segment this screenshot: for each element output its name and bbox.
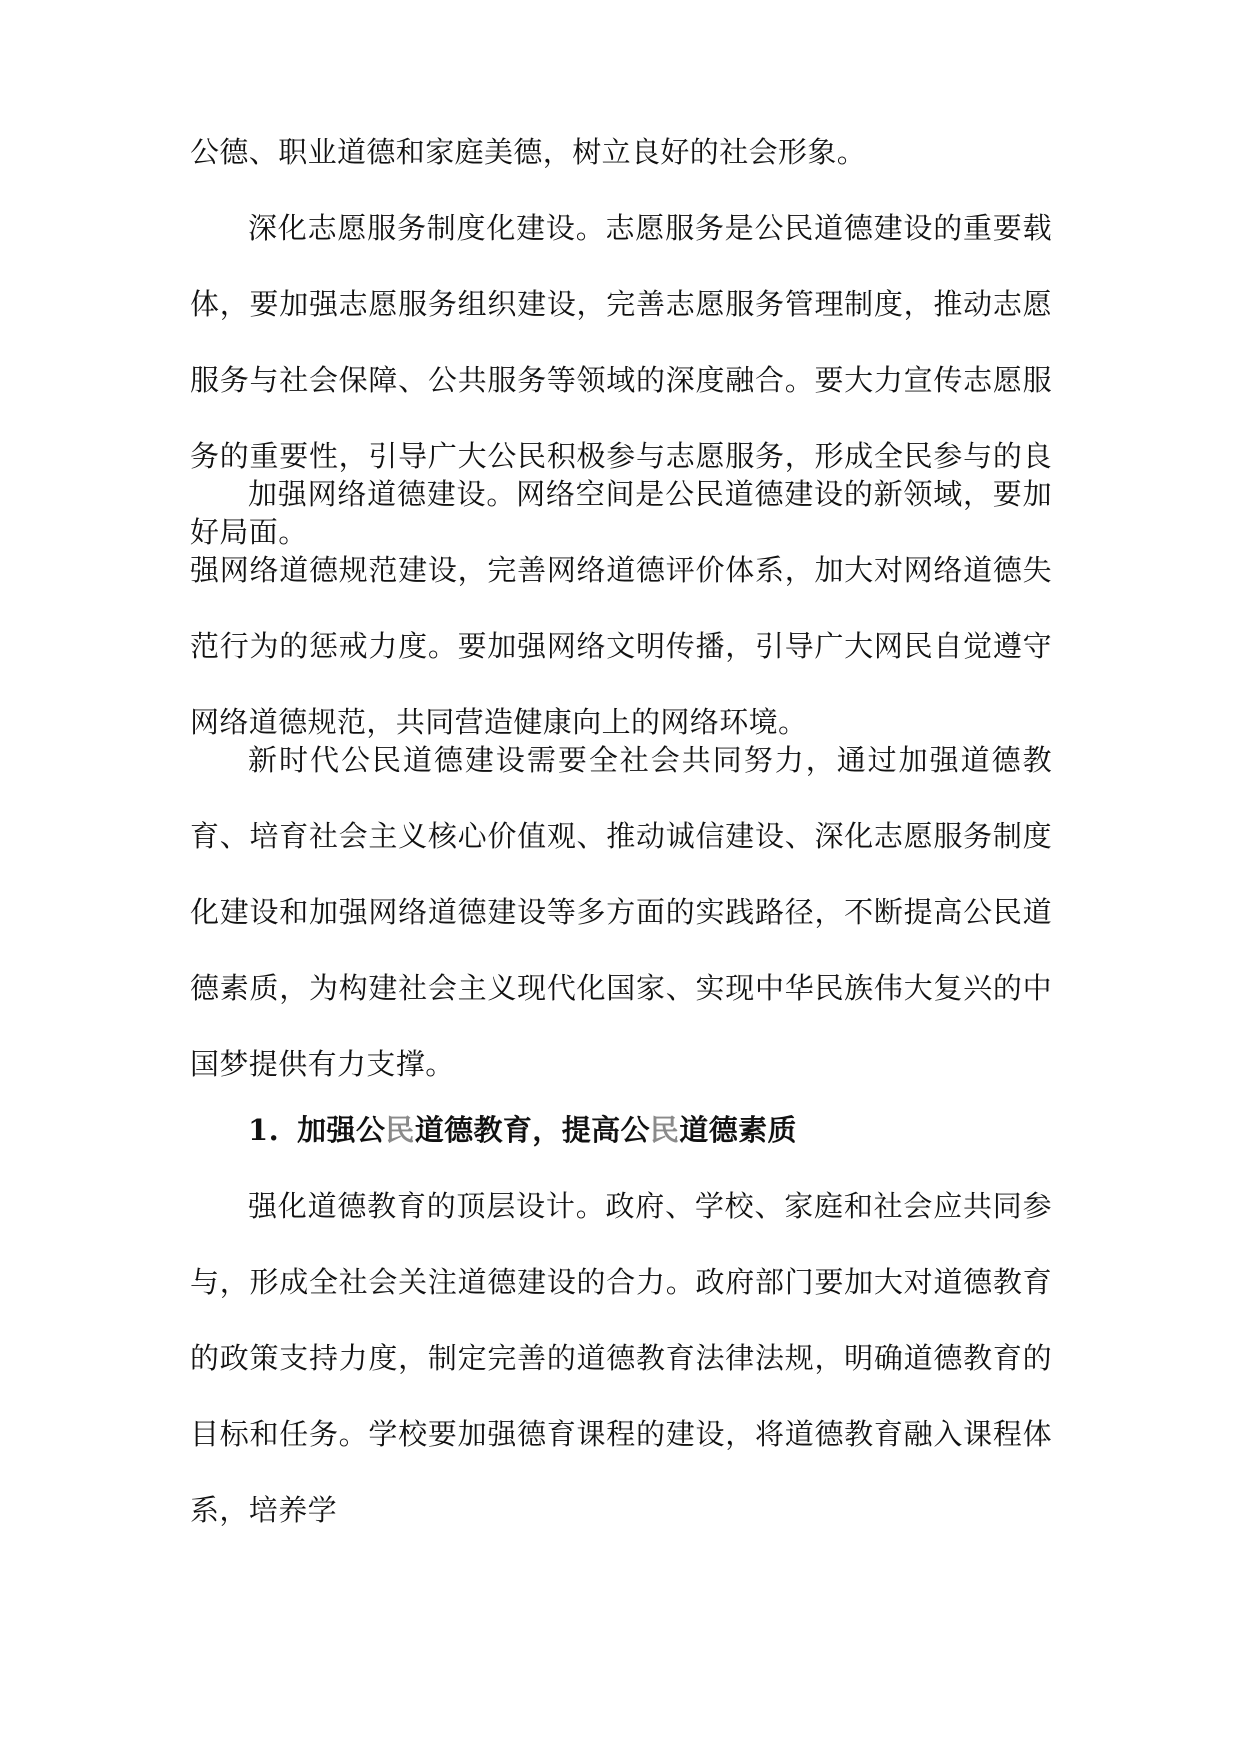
section-heading <box>248 1092 1052 1168</box>
heading-highlight-1: 民 <box>385 1113 415 1147</box>
paragraph-network-ethics: 加强网络道德建设。网络空间是公民道德建设的新领域，要加强网络道德规范建设，完善网络道德评价体系，加大对网络道德失范行为的惩戒力度。要加强网络文明传播，引导广大网民自觉遵守网络道德规范，共同营造健康向上的网络环境。 <box>190 477 1052 739</box>
paragraph-volunteer-service: 深化志愿服务制度化建设。志愿服务是公民道德建设的重要载体，要加强志愿服务组织建设，完善志愿服务管理制度，推动志愿服务与社会保障、公共服务等领域的深度融合。要大力宣传志愿服务的重要性，引导广大公民积极参与志愿服务，形成全民参与的良好局面。 <box>190 211 1052 549</box>
paragraph-moral-education: 强化道德教育的顶层设计。政府、学校、家庭和社会应共同参与，形成全社会关注道德建设的合力。政府部门要加大对道德教育的政策支持力度，制定完善的道德教育法律法规，明确道德教育的目标和任务。学校要加强德育课程的建设，将道德教育融入课程体系，培养学 <box>190 1189 1052 1527</box>
heading-highlight-2: 民 <box>649 1113 680 1147</box>
paragraph-continuation: 公德、职业道德和家庭美德，树立良好的社会形象。 <box>190 135 867 169</box>
heading-text-part1: 加强公 <box>297 1113 386 1147</box>
heading-text-part3: 道德素质 <box>679 1113 797 1147</box>
section-number: 1. <box>248 1113 280 1147</box>
heading-text-part2: 道德教育，提高公 <box>414 1113 650 1147</box>
paragraph-summary: 新时代公民道德建设需要全社会共同努力，通过加强道德教育、培育社会主义核心价值观、推动诚信建设、深化志愿服务制度化建设和加强网络道德建设等多方面的实践路径，不断提高公民道德素质，为构建社会主义现代化国家、实现中华民族伟大复兴的中国梦提供有力支撑。 <box>190 743 1052 1081</box>
